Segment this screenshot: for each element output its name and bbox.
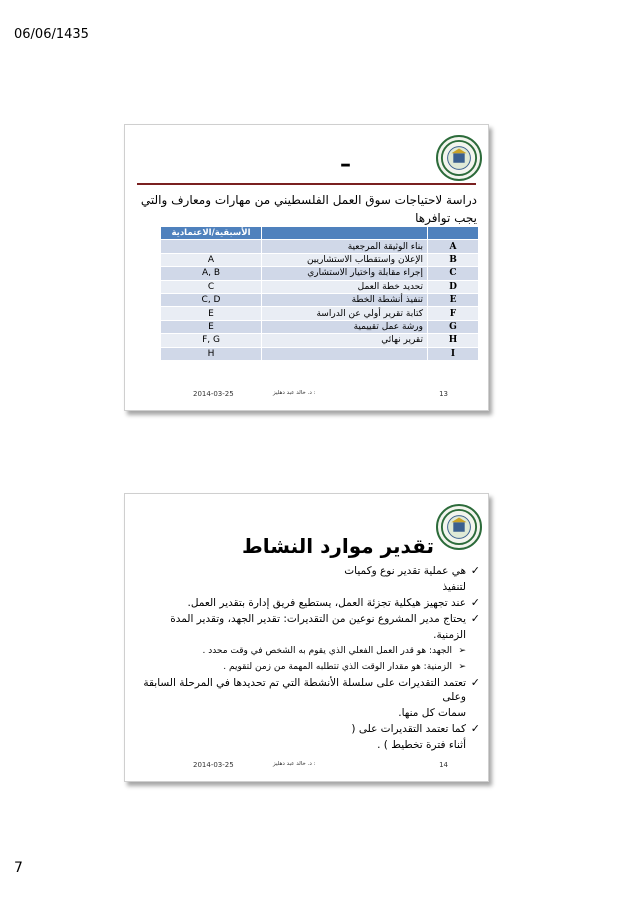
page-date: 06/06/1435 bbox=[14, 27, 89, 42]
description-line-1: دراسة لاحتياجات سوق العمل الفلسطيني من مهارات ومعارف والتي يجب توافرها bbox=[140, 193, 477, 225]
predecessor-cell: A, B bbox=[161, 267, 262, 280]
predecessor-cell: E bbox=[161, 320, 262, 333]
table-row bbox=[161, 253, 479, 266]
predecessor-cell: H bbox=[161, 347, 262, 360]
predecessor-cell: F, G bbox=[161, 334, 262, 347]
activity-description-cell: كتابة تقرير أولي عن الدراسة bbox=[262, 307, 428, 320]
activity-description-cell: الإعلان واستقطاب الاستشاريين bbox=[262, 253, 428, 266]
checkmark-bullet-icon: ✓ bbox=[470, 564, 480, 577]
list-item bbox=[135, 706, 480, 720]
slide-13 bbox=[124, 124, 489, 411]
activities-table bbox=[160, 226, 479, 361]
bullet-text: هي عملية تقدير نوع وكميات bbox=[344, 565, 466, 577]
slide-footer bbox=[125, 761, 488, 773]
arrow-bullet-icon: ➢ bbox=[458, 662, 466, 672]
bullet-text: لتنفيذ bbox=[442, 581, 466, 593]
table-row bbox=[161, 334, 479, 347]
bullet-text: الجهد: هو قدر العمل الفعلي الذي يقوم به الشخص في وقت محدد . bbox=[202, 646, 452, 656]
predecessor-cell: A bbox=[161, 253, 262, 266]
activity-description-cell: تقرير نهائي bbox=[262, 334, 428, 347]
bullet-list bbox=[135, 564, 480, 754]
checkmark-bullet-icon: ✓ bbox=[470, 612, 480, 625]
footer-date: 2014-03-25 bbox=[193, 761, 234, 769]
bullet-text: سمات كل منها. bbox=[398, 707, 466, 719]
table-row bbox=[161, 347, 479, 360]
activity-code-cell: A bbox=[428, 240, 479, 253]
table-row bbox=[161, 320, 479, 333]
list-item bbox=[135, 722, 480, 736]
activity-description-cell: ورشة عمل تقييمية bbox=[262, 320, 428, 333]
activity-code-cell: H bbox=[428, 334, 479, 347]
activity-description-cell: تحديد خطة العمل bbox=[262, 280, 428, 293]
footer-author: د. خالد عبد دهليز : bbox=[273, 390, 316, 396]
bullet-text: الزمنية: هو مقدار الوقت الذي تتطلبه المهمة من زمن لتقويم . bbox=[223, 662, 452, 672]
table-row bbox=[161, 293, 479, 306]
list-item bbox=[135, 660, 480, 674]
header-description bbox=[262, 227, 428, 240]
footer-author: د. خالد عبد دهليز : bbox=[273, 761, 316, 767]
table-row bbox=[161, 280, 479, 293]
activity-code-cell: D bbox=[428, 280, 479, 293]
table-row bbox=[161, 267, 479, 280]
list-item bbox=[135, 628, 480, 642]
activity-code-cell: C bbox=[428, 267, 479, 280]
activity-description-cell: إجراء مقابلة واختيار الاستشاري bbox=[262, 267, 428, 280]
activity-description-cell: تنفيذ أنشطة الخطة bbox=[262, 293, 428, 306]
page-number: 7 bbox=[14, 860, 23, 876]
list-item bbox=[135, 612, 480, 626]
list-item bbox=[135, 596, 480, 610]
slide-title: تقدير موارد النشاط bbox=[241, 534, 434, 558]
predecessor-cell: C bbox=[161, 280, 262, 293]
list-item bbox=[135, 580, 480, 594]
bullet-text: يحتاج مدير المشروع نوعين من التقديرات: تقدير الجهد، وتقدير المدة bbox=[170, 613, 466, 625]
activity-code-cell: B bbox=[428, 253, 479, 266]
list-item bbox=[135, 738, 480, 752]
table-row bbox=[161, 307, 479, 320]
activity-description-cell bbox=[262, 347, 428, 360]
arrow-bullet-icon: ➢ bbox=[458, 646, 466, 656]
predecessor-cell: C, D bbox=[161, 293, 262, 306]
predecessor-cell: E bbox=[161, 307, 262, 320]
bullet-text: أثناء فترة تخطيط ) . bbox=[377, 739, 466, 751]
university-logo-icon bbox=[436, 504, 482, 550]
table-row bbox=[161, 240, 479, 253]
activity-code-cell: I bbox=[428, 347, 479, 360]
activity-code-cell: G bbox=[428, 320, 479, 333]
predecessor-cell bbox=[161, 240, 262, 253]
bullet-text: عند تجهيز هيكلية تجزئة العمل، يستطيع فريق إدارة بتقدير العمل. bbox=[187, 597, 466, 609]
title-underline bbox=[137, 183, 476, 185]
header-code bbox=[428, 227, 479, 240]
bullet-text: كما تعتمد التقديرات على ( bbox=[351, 723, 466, 735]
list-item bbox=[135, 676, 480, 704]
list-item bbox=[135, 564, 480, 578]
checkmark-bullet-icon: ✓ bbox=[470, 676, 480, 689]
list-item bbox=[135, 644, 480, 658]
header-predecessor: الأسبقية/الاعتمادية bbox=[161, 227, 262, 240]
slide-footer bbox=[125, 390, 488, 402]
activity-code-cell: F bbox=[428, 307, 479, 320]
footer-slide-number: 13 bbox=[439, 390, 448, 398]
checkmark-bullet-icon: ✓ bbox=[470, 722, 480, 735]
footer-slide-number: 14 bbox=[439, 761, 448, 769]
slide-14 bbox=[124, 493, 489, 782]
bullet-text: الزمنية. bbox=[433, 629, 466, 641]
checkmark-bullet-icon: ✓ bbox=[470, 596, 480, 609]
activity-code-cell: E bbox=[428, 293, 479, 306]
bullet-text: تعتمد التقديرات على سلسلة الأنشطة التي تم تحديدها في المرحلة السابقة وعلى bbox=[143, 677, 466, 703]
footer-date: 2014-03-25 bbox=[193, 390, 234, 398]
slide-title: – bbox=[340, 152, 351, 177]
university-logo-icon bbox=[436, 135, 482, 181]
activity-description-cell: بناء الوثيقة المرجعية bbox=[262, 240, 428, 253]
